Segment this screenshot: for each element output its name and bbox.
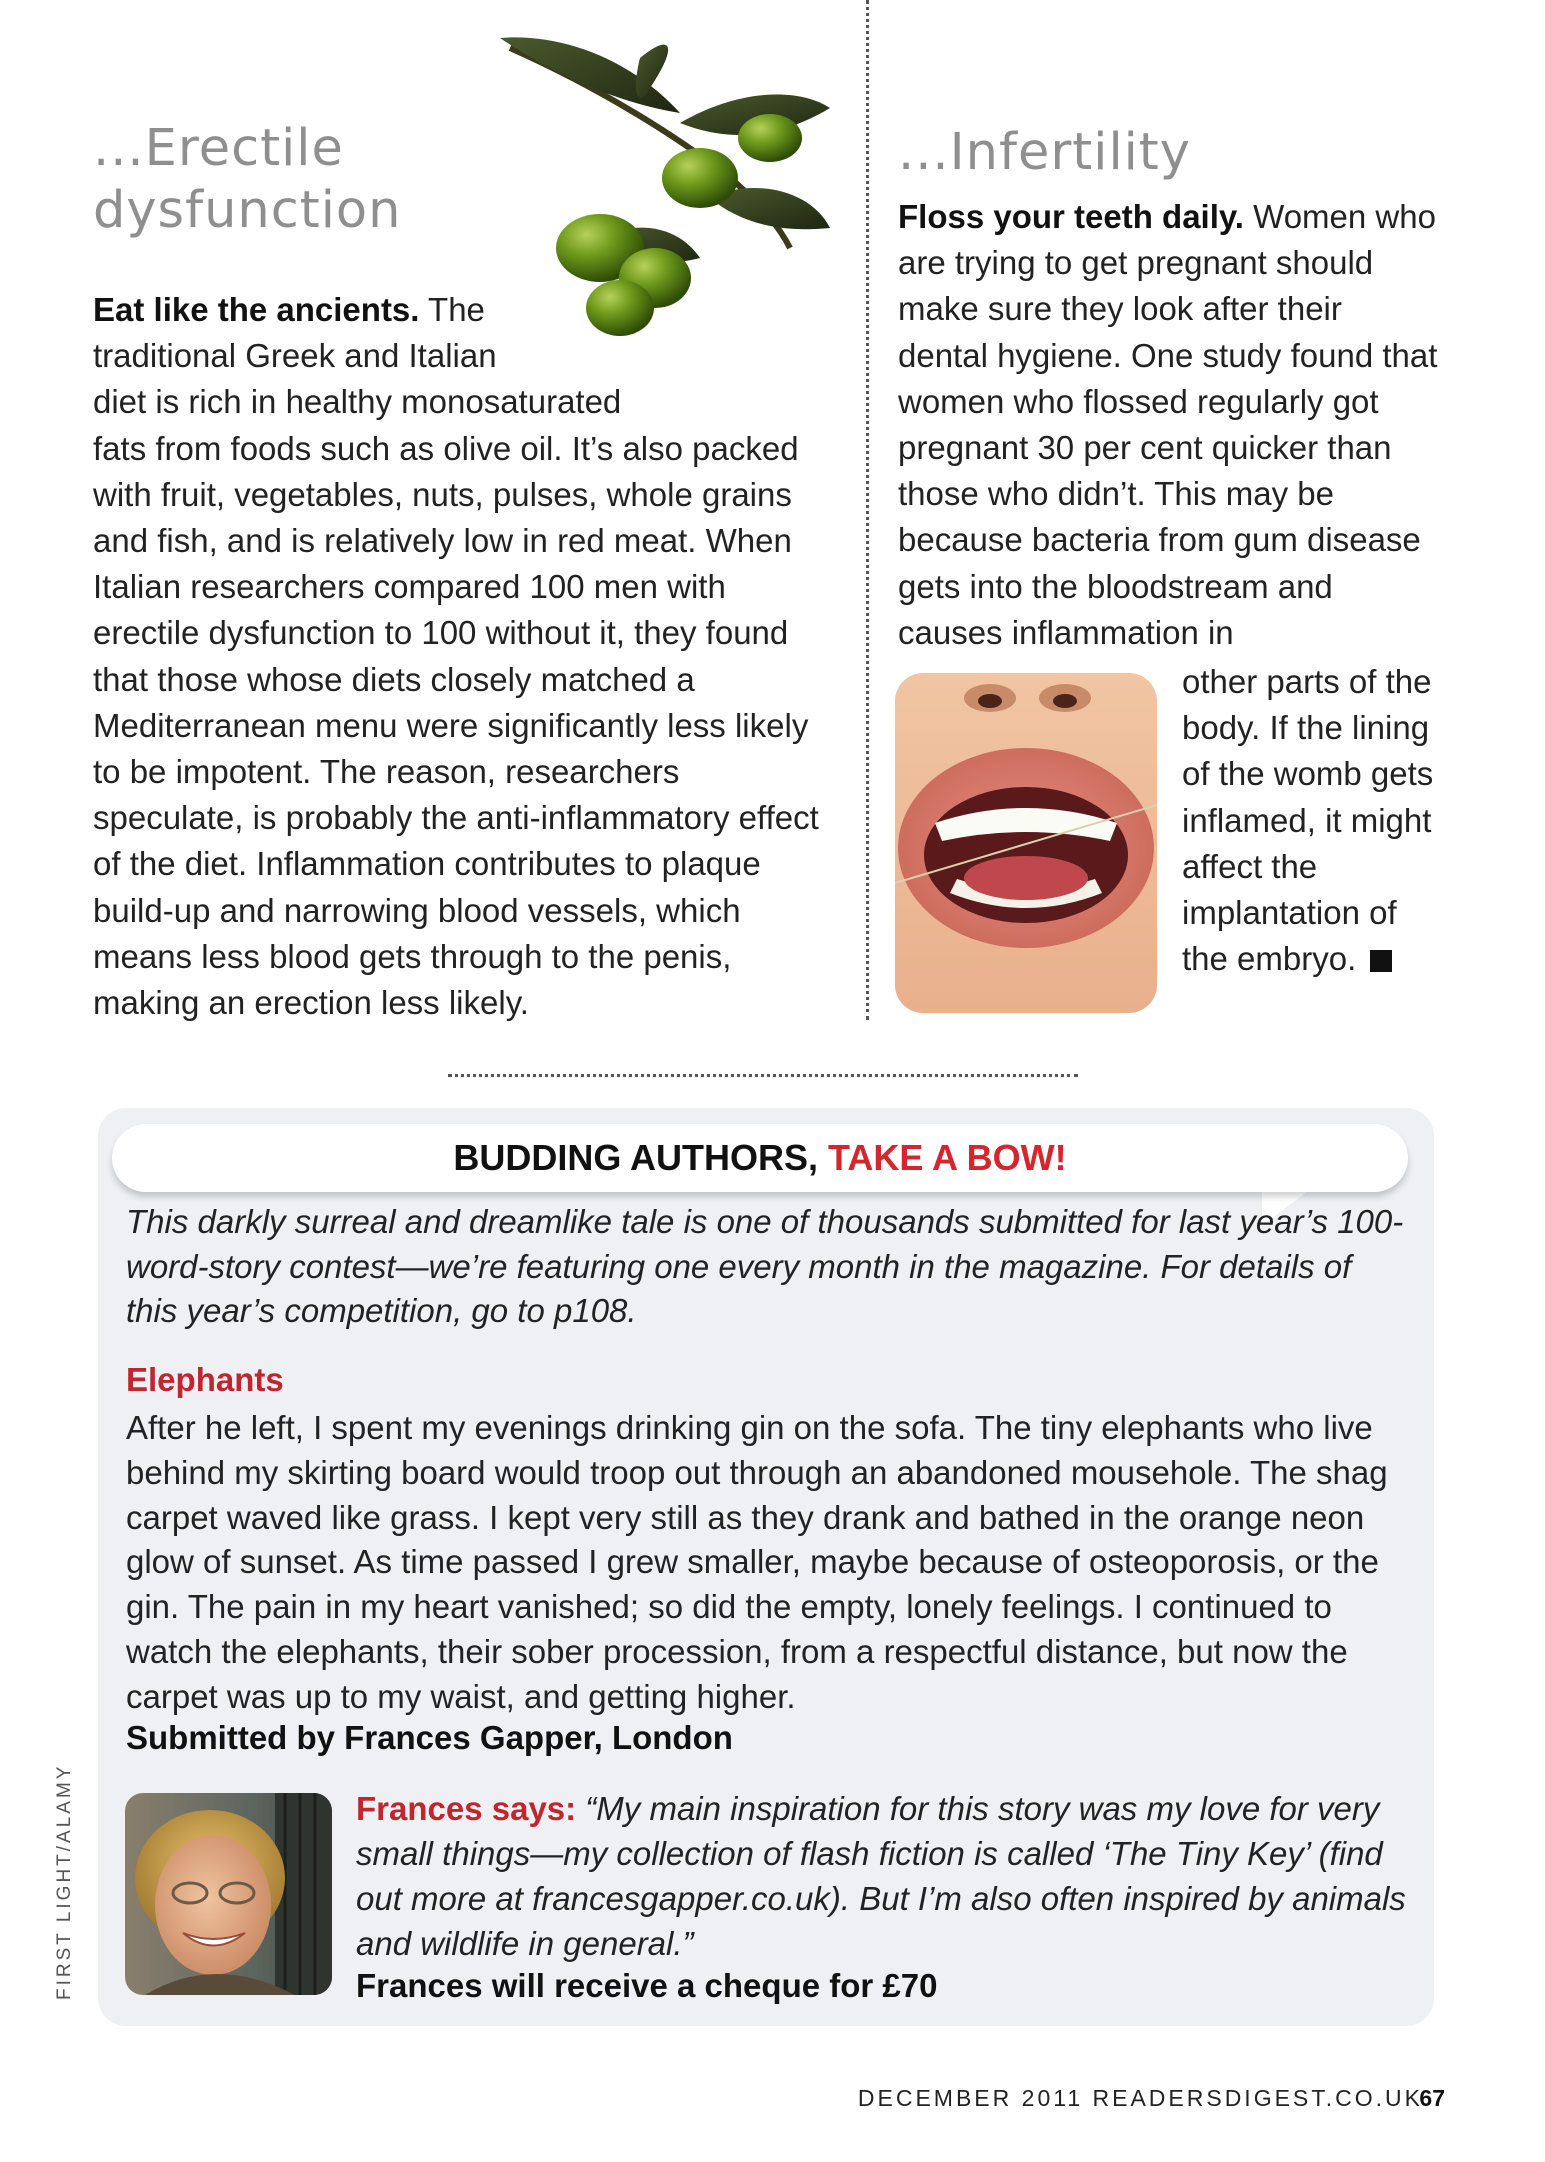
heading-line: dysfunction	[93, 181, 402, 240]
author-quote	[356, 1786, 1416, 1966]
author-portrait	[125, 1793, 332, 1995]
body-text: The	[419, 291, 485, 328]
end-mark-icon	[1370, 950, 1392, 972]
author-quote-text: “My main inspiration for this story was my love for very small things—my collection of flash fiction is called ‘The Tiny Key’ (find out more at francesgapper.co.uk). But I’m also often inspired by animals and wildlife in general.”	[356, 1790, 1406, 1962]
lead-sentence: Floss your teeth daily.	[898, 198, 1244, 235]
budding-authors-banner	[112, 1124, 1408, 1192]
erectile-dysfunction-heading	[93, 118, 833, 242]
body-paragraph: fats from foods such as olive oil. It’s also packed with fruit, vegetables, nuts, pulses, whole grains and fish, and is relatively low in red meat. When Italian researchers compared 100 men with erectile dysfunction to 100 without it, they found that those whose diets closely matched a Mediterranean menu were significantly less likely to be impotent. The reason, researchers speculate, is probably the anti-inflammatory effect of the diet. Inflammation contributes to plaque build-up and narrowing blood vessels, which means less blood gets through to the penis, making an erection less likely.	[93, 429, 819, 1022]
contest-intro: This darkly surreal and dreamlike tale is one of thousands submitted for last year’s 100-word-story contest—we’re featuring one every month in the magazine. For details of this year’s competition, go to p108.	[126, 1203, 1404, 1329]
lead-sentence: Eat like the ancients.	[93, 291, 420, 328]
page-number: 67	[1419, 2085, 1445, 2111]
mouth-illustration	[895, 673, 1157, 1013]
section-divider	[448, 1074, 1078, 1077]
author-photo	[125, 1793, 332, 1995]
story-text: After he left, I spent my evenings drinking gin on the sofa. The tiny elephants who live behind my skirting board would troop out through an abandoned mousehole. The shag carpet waved like grass. I kept very still as they drank and bathed in the orange neon glow of sunset. As time passed I grew smaller, maybe because of osteoporosis, or the gin. The pain in my heart vanished; so did the empty, lonely feelings. I continued to watch the elephants, their sober procession, from a respectful distance, but now the carpet was up to my waist, and getting higher.	[126, 1409, 1388, 1715]
column-divider	[866, 0, 869, 1020]
prize-note: Frances will receive a cheque for £70	[356, 1967, 938, 2004]
infertility-article	[898, 122, 1438, 656]
body-text: Women who are trying to get pregnant should make sure they look after their dental hygiene. One study found that women who flossed regularly got pregnant 30 per cent quicker than those who didn’t. This may be because bacteria from gum disease gets into the bloodstream and causes inflammation in	[898, 198, 1438, 651]
author-quote-label: Frances says:	[356, 1790, 577, 1827]
banner-accent-text: TAKE A BOW!	[828, 1137, 1067, 1178]
infertility-body-continued	[1182, 659, 1442, 982]
heading-line: ...Erectile	[93, 119, 344, 178]
erectile-dysfunction-body	[93, 287, 833, 1026]
banner-text: BUDDING AUTHORS,	[453, 1137, 829, 1178]
body-text: other parts of the body. If the lining of the womb gets inflamed, it might affect the implantation of the embryo.	[1182, 663, 1434, 978]
body-line: diet is rich in healthy monosaturated	[93, 383, 622, 421]
page-footer	[858, 2085, 1423, 2112]
flossing-mouth-photo	[895, 673, 1157, 1013]
story-title: Elephants	[126, 1361, 284, 1398]
photo-credit: FIRST LIGHT/ALAMY	[54, 1763, 75, 2000]
infertility-heading: ...Infertility	[898, 123, 1191, 182]
erectile-dysfunction-article	[93, 118, 833, 1026]
story-byline: Submitted by Frances Gapper, London	[126, 1719, 733, 1756]
infertility-body	[898, 194, 1438, 656]
body-line: traditional Greek and Italian	[93, 337, 497, 375]
body-line	[93, 287, 513, 333]
footer-issue: DECEMBER 2011 READERSDIGEST.CO.UK	[857, 2085, 1423, 2111]
